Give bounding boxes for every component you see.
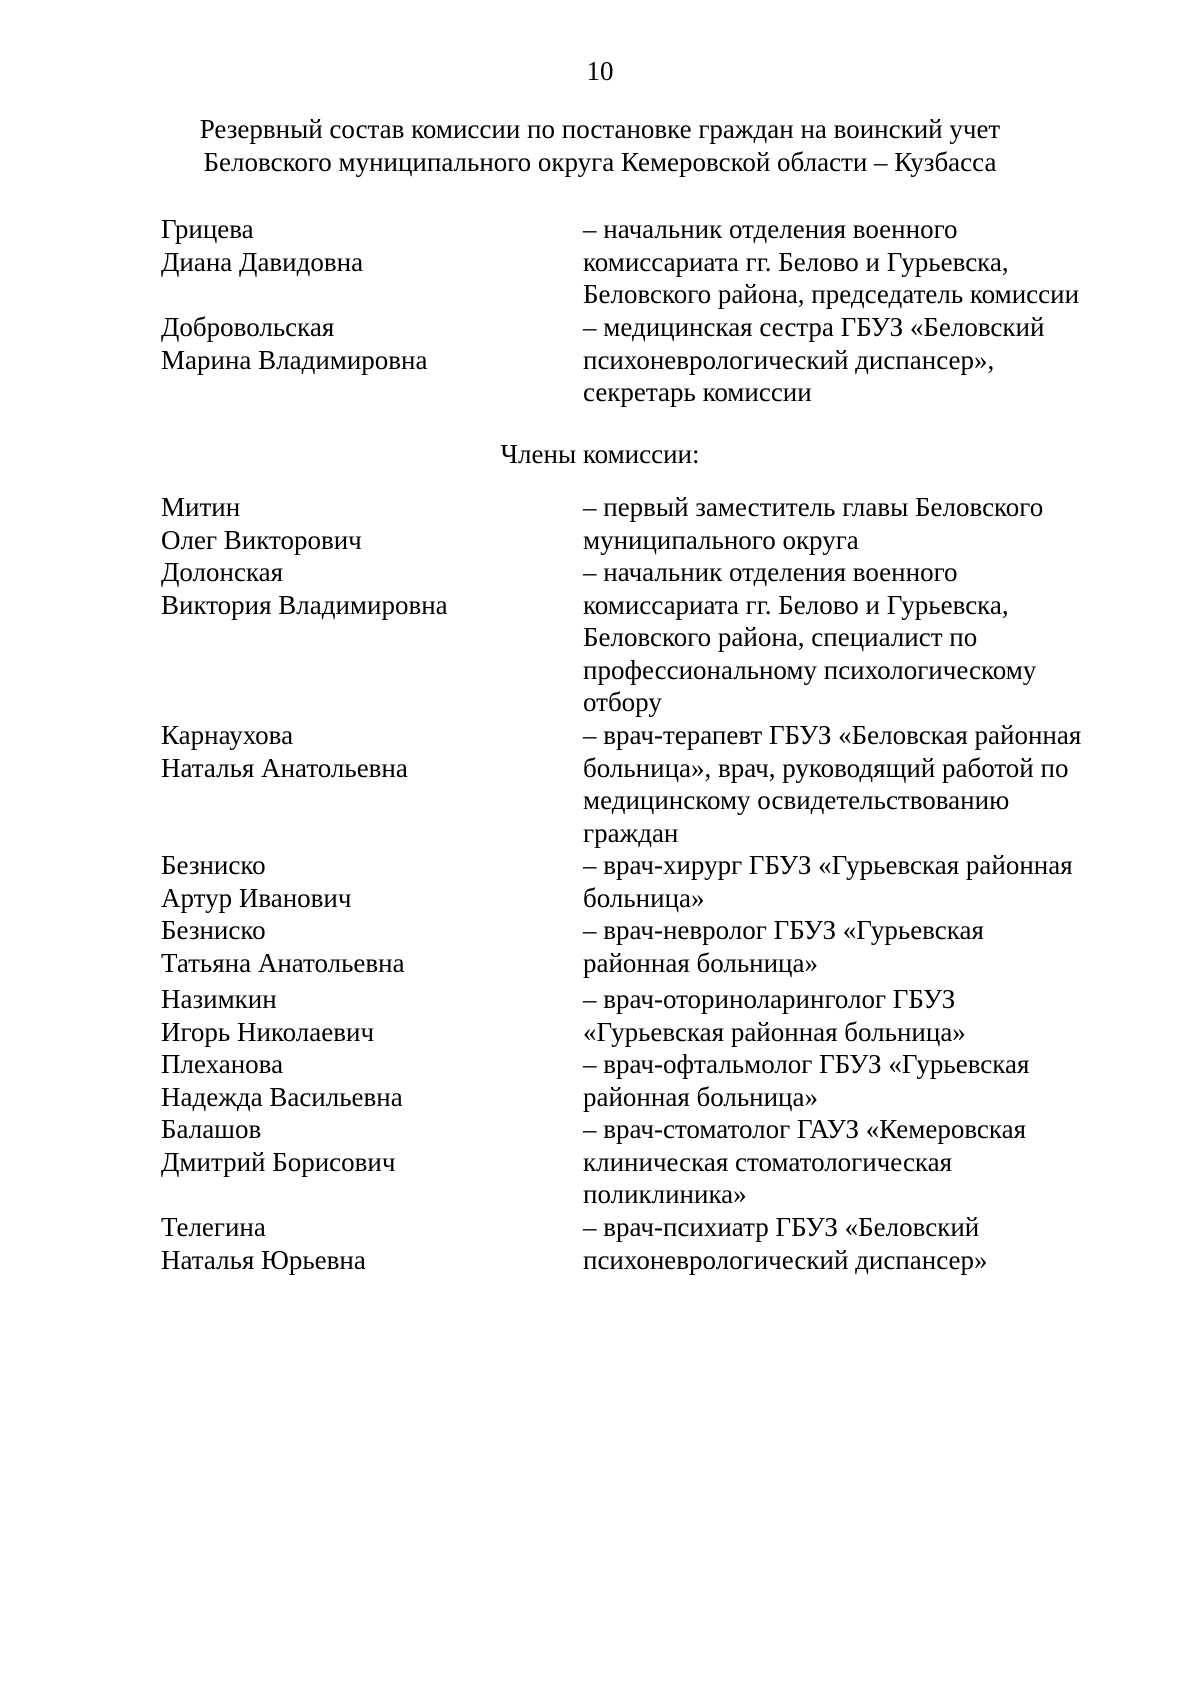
person-role — [583, 311, 1123, 409]
person-name — [161, 719, 561, 784]
surname: Назимкин — [161, 984, 277, 1014]
document-title — [0, 113, 1200, 178]
person-role — [583, 556, 1123, 719]
surname: Безниско — [161, 850, 266, 880]
person-name — [161, 491, 561, 556]
role-line: комиссариата гг. Белово и Гурьевска, — [583, 589, 1009, 620]
person-name — [161, 1048, 561, 1113]
role-line: – врач-терапевт ГБУЗ «Беловская районная — [583, 720, 1082, 750]
person-name — [161, 1113, 561, 1178]
surname: Балашов — [161, 1114, 262, 1144]
role-line: больница», врач, руководящий работой по — [583, 752, 1069, 783]
given-names: Артур Иванович — [161, 882, 352, 913]
person-role — [583, 914, 1123, 979]
role-line: районная больница» — [583, 1081, 818, 1112]
person-name — [161, 556, 561, 621]
surname: Добровольская — [161, 312, 335, 342]
role-line: – врач-оториноларинголог ГБУЗ — [583, 984, 956, 1014]
given-names: Татьяна Анатольевна — [161, 947, 405, 978]
role-line: клиническая стоматологическая — [583, 1146, 953, 1177]
members-heading: Члены комиссии: — [500, 439, 700, 469]
person-name — [161, 213, 561, 278]
surname: Безниско — [161, 915, 266, 945]
role-line: – медицинская сестра ГБУЗ «Беловский — [583, 312, 1045, 342]
role-line: комиссариата гг. Белово и Гурьевска, — [583, 246, 1009, 277]
role-line: Беловского района, председатель комиссии — [583, 279, 1080, 309]
surname: Долонская — [161, 557, 284, 587]
given-names: Наталья Юрьевна — [161, 1244, 366, 1275]
role-line: больница» — [583, 882, 705, 913]
person-role — [583, 1113, 1123, 1211]
person-name — [161, 1211, 561, 1276]
role-line: – начальник отделения военного — [583, 214, 958, 244]
role-line: – первый заместитель главы Беловского — [583, 492, 1044, 522]
role-line: секретарь комиссии — [583, 377, 812, 407]
role-line: районная больница» — [583, 947, 818, 978]
role-line: медицинскому освидетельствованию — [583, 785, 1010, 815]
person-name — [161, 983, 561, 1048]
surname: Телегина — [161, 1212, 266, 1242]
role-line: граждан — [583, 817, 679, 848]
role-line: «Гурьевская районная больница» — [583, 1016, 966, 1047]
given-names: Дмитрий Борисович — [161, 1146, 396, 1177]
person-role — [583, 849, 1123, 914]
given-names: Наталья Анатольевна — [161, 752, 408, 783]
role-line: Беловского района, специалист по — [583, 622, 978, 652]
page-number: 10 — [586, 56, 614, 86]
role-line: психоневрологический диспансер» — [583, 1244, 988, 1275]
role-line: – начальник отделения военного — [583, 557, 958, 587]
surname: Митин — [161, 492, 241, 522]
role-line: отбору — [583, 687, 662, 717]
person-role — [583, 983, 1123, 1048]
given-names: Виктория Владимировна — [161, 589, 448, 620]
role-line: муниципального округа — [583, 524, 859, 555]
document-title-line: Беловского муниципального округа Кемеровской области – Кузбасса — [203, 146, 997, 177]
role-line: – врач-психиатр ГБУЗ «Беловский — [583, 1212, 980, 1242]
person-name — [161, 914, 561, 979]
person-role — [583, 491, 1123, 556]
surname: Грицева — [161, 214, 254, 244]
given-names: Марина Владимировна — [161, 344, 428, 375]
role-line: – врач-хирург ГБУЗ «Гурьевская районная — [583, 850, 1073, 880]
role-line: – врач-стоматолог ГАУЗ «Кемеровская — [583, 1114, 1027, 1144]
person-role — [583, 719, 1123, 849]
given-names: Игорь Николаевич — [161, 1016, 375, 1047]
role-line: – врач-офтальмолог ГБУЗ «Гурьевская — [583, 1049, 1030, 1079]
role-line: психоневрологический диспансер», — [583, 344, 995, 375]
role-line: профессиональному психологическому — [583, 654, 1037, 685]
person-role — [583, 1211, 1123, 1276]
given-names: Олег Викторович — [161, 524, 362, 555]
role-line: поликлиника» — [583, 1179, 747, 1209]
person-role — [583, 213, 1123, 311]
surname: Карнаухова — [161, 720, 294, 750]
given-names: Диана Давидовна — [161, 246, 364, 277]
role-line: – врач-невролог ГБУЗ «Гурьевская — [583, 915, 984, 945]
person-role — [583, 1048, 1123, 1113]
given-names: Надежда Васильевна — [161, 1081, 403, 1112]
surname: Плеханова — [161, 1049, 284, 1079]
document-title-line: Резервный состав комиссии по постановке граждан на воинский учет — [199, 114, 1001, 144]
person-name — [161, 311, 561, 376]
person-name — [161, 849, 561, 914]
